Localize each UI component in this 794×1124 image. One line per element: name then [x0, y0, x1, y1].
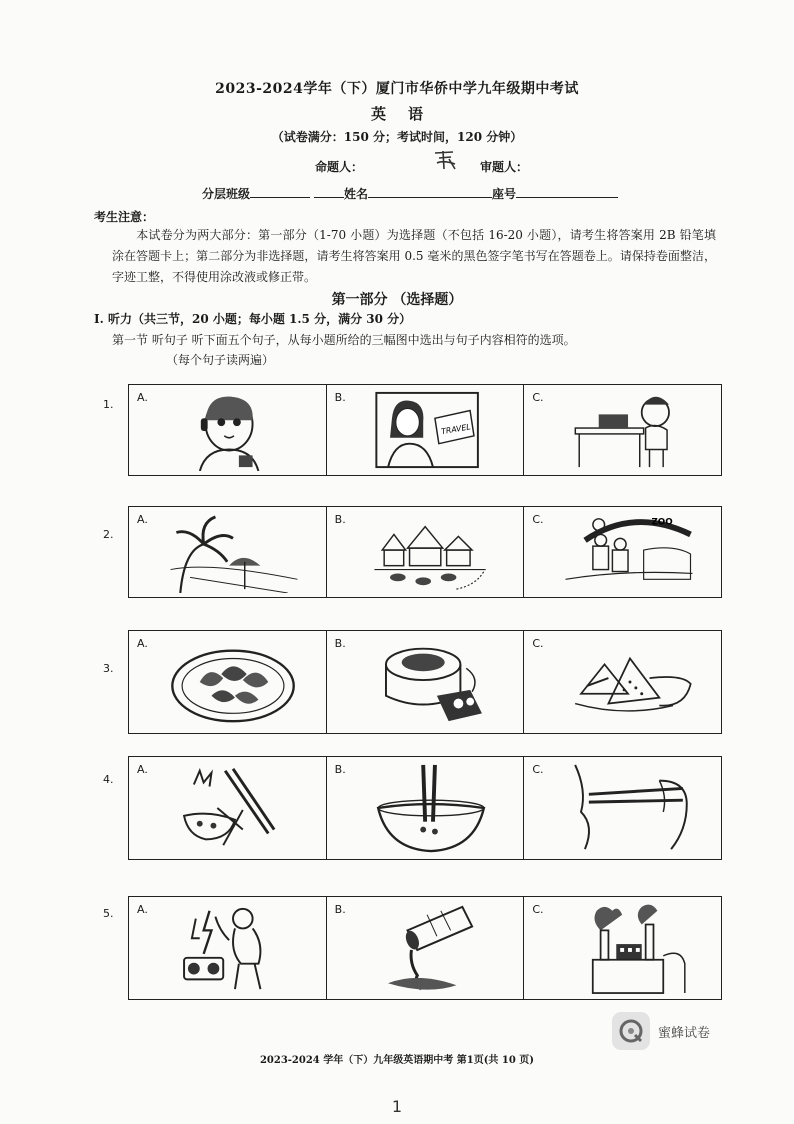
question-4-options: [128, 756, 722, 860]
bee-logo-icon: [612, 1012, 650, 1050]
option-label: A.: [137, 513, 148, 526]
option-label: B.: [334, 637, 346, 650]
option-label: B.: [334, 903, 346, 916]
option-cell[interactable]: [129, 507, 327, 597]
option-cell[interactable]: [327, 631, 525, 733]
name-label: 姓名: [344, 187, 369, 201]
section1-instruction: 第一节 听句子 听下面五个句子，从每小题所给的三幅图中选出与句子内容相符的选项。: [112, 333, 576, 347]
setter-field: [315, 158, 363, 175]
question-number: 3.: [103, 662, 114, 675]
question-5-options: [128, 896, 722, 1000]
page-number: 1: [391, 1097, 403, 1116]
setter-label: 命题人：: [315, 160, 364, 174]
girl-headphones-icon: [169, 389, 299, 471]
watermark: [612, 1012, 710, 1050]
watermark-text: 蜜蜂试卷: [658, 1025, 711, 1041]
notice-text: [112, 225, 716, 288]
option-cell[interactable]: [129, 385, 327, 475]
option-cell[interactable]: [327, 897, 525, 999]
seat-blank[interactable]: [516, 186, 618, 198]
girl-at-desk-icon: [564, 389, 694, 471]
question-number: 5.: [103, 907, 114, 920]
question-number: 2.: [103, 528, 114, 541]
option-label: C.: [532, 391, 544, 404]
village-houses-icon: [367, 511, 497, 593]
option-label: A.: [137, 763, 148, 776]
option-cell[interactable]: [327, 757, 525, 859]
exam-subject: 英语: [370, 105, 445, 123]
travel-sign-text: TRAVEL: [440, 422, 471, 437]
section1-note: （每个句子读两遍）: [166, 353, 275, 367]
option-cell[interactable]: [524, 631, 721, 733]
woman-travel-sign-icon: [367, 389, 497, 471]
zongzi-icon: [564, 635, 694, 729]
question-2-options: [128, 506, 722, 598]
class-label: 分层班级: [202, 187, 251, 201]
mooncake-icon: [367, 635, 497, 729]
reviewer-label: 审题人：: [480, 160, 529, 174]
option-cell[interactable]: [129, 897, 327, 999]
option-label: B.: [334, 763, 346, 776]
bowl-chopsticks-icon: [367, 761, 497, 855]
option-cell[interactable]: [129, 631, 327, 733]
student-info-row: [202, 185, 618, 202]
name-blank[interactable]: [368, 186, 492, 198]
option-label: C.: [532, 763, 544, 776]
factory-smoke-icon: [564, 901, 694, 995]
pipe-water-pollution-icon: [367, 901, 497, 995]
class-blank-2[interactable]: [314, 186, 344, 198]
option-cell[interactable]: [327, 507, 525, 597]
option-label: B.: [334, 513, 346, 526]
option-label: C.: [532, 903, 544, 916]
option-cell[interactable]: [327, 385, 525, 475]
reviewer-field: [480, 158, 528, 175]
part1-heading: 第一部分 （选择题）: [331, 292, 463, 308]
notice-body: 本试卷分为两大部分：第一部分（1-70 小题）为选择题（不包括 16-20 小题），请考生将答案用 2B 铅笔填涂在答题卡上；第二部分为非选择题，请考生将答案用 0.5 毫米的黑色签字笔书写在答题卷上。请保持卷面整洁，字迹工整，不得使用涂改液或修正带。: [112, 228, 716, 284]
notice-heading: 考生注意：: [94, 210, 155, 224]
listening-heading: Ⅰ. 听力（共三节，20 小题；每小题 1.5 分，满分 30 分）: [94, 312, 412, 326]
signature-icon: [431, 147, 461, 173]
loud-radio-noise-icon: [169, 901, 299, 995]
option-cell[interactable]: [129, 757, 327, 859]
option-label: A.: [137, 391, 148, 404]
option-cell[interactable]: [524, 507, 721, 597]
option-label: A.: [137, 903, 148, 916]
class-blank[interactable]: [250, 186, 310, 198]
question-3-options: [128, 630, 722, 734]
option-cell[interactable]: [524, 897, 721, 999]
page-footer: 2023-2024 学年（下）九年级英语期中考 第1页(共 10 页): [259, 1055, 535, 1066]
zoo-entrance-icon: [564, 511, 694, 593]
beach-palm-tree-icon: [169, 511, 299, 593]
option-label: B.: [334, 391, 346, 404]
broken-bowl-chopsticks-icon: [169, 761, 299, 855]
option-label: C.: [532, 637, 544, 650]
hand-chopsticks-icon: [564, 761, 694, 855]
dumplings-plate-icon: [169, 635, 299, 729]
question-1-options: [128, 384, 722, 476]
zoo-sign-text: ZOO: [651, 517, 674, 528]
question-number: 1.: [103, 398, 114, 411]
option-cell[interactable]: [524, 385, 721, 475]
exam-info: （试卷满分：150 分；考试时间，120 分钟）: [271, 130, 523, 144]
option-label: C.: [532, 513, 544, 526]
question-number: 4.: [103, 773, 114, 786]
option-label: A.: [137, 637, 148, 650]
seat-label: 座号: [492, 187, 517, 201]
option-cell[interactable]: [524, 757, 721, 859]
exam-title: 2023-2024学年（下）厦门市华侨中学九年级期中考试: [215, 81, 579, 97]
